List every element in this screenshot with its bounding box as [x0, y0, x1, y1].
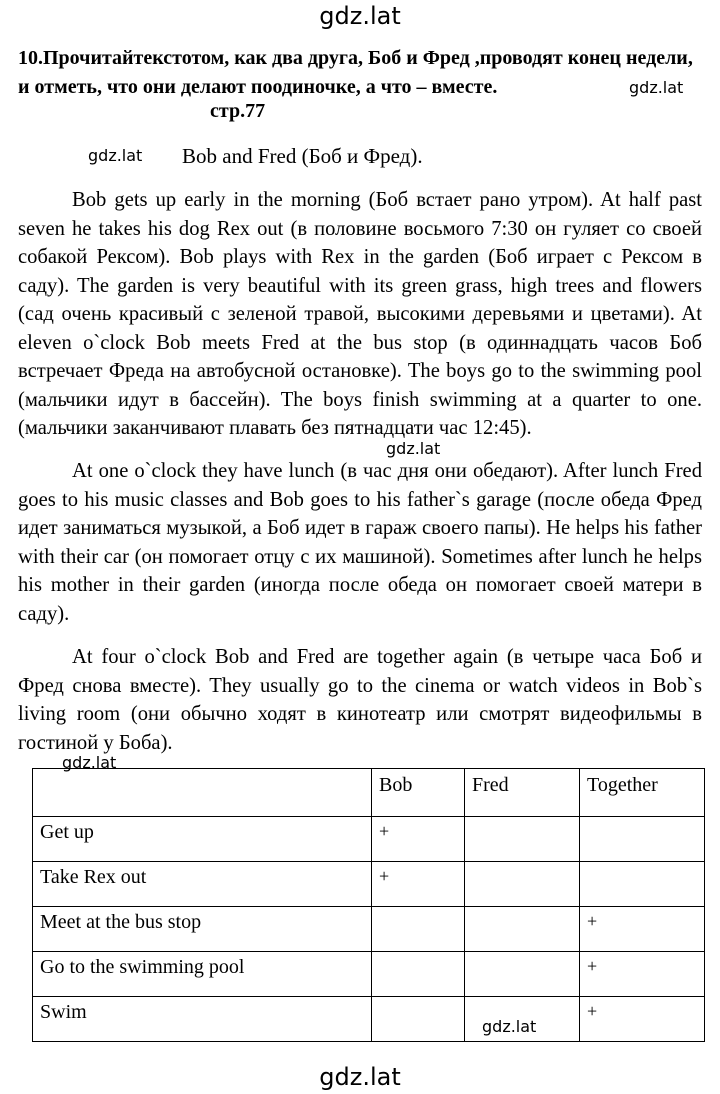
watermark-title: gdz.lat — [88, 146, 143, 165]
table-row — [33, 817, 705, 862]
table-header-cell — [33, 769, 372, 817]
table-cell-bob: + — [372, 862, 465, 907]
table-cell-bob — [372, 907, 465, 952]
table-cell-together: + — [580, 952, 705, 997]
watermark-table: gdz.lat — [62, 753, 117, 772]
table-cell-activity: Swim — [33, 997, 372, 1042]
table-cell-activity: Meet at the bus stop — [33, 907, 372, 952]
table-row — [33, 952, 705, 997]
text-title: Bob and Fred (Боб и Фред). — [182, 144, 423, 168]
table-cell-together: + — [580, 907, 705, 952]
table-header-cell: Bob — [372, 769, 465, 817]
table-cell-fred — [465, 907, 580, 952]
table-header-cell: Fred — [465, 769, 580, 817]
task-instruction: 10.Прочитайтекстотом, как два друга, Боб и Фред ,проводят конец недели, и отметь, что они делают поодиночке, а что – вместе. — [18, 47, 693, 98]
table-header-cell: Together — [580, 769, 705, 817]
table-cell-activity: Get up — [33, 817, 372, 862]
table-cell-activity: Go to the swimming pool — [33, 952, 372, 997]
table-cell-bob — [372, 997, 465, 1042]
table-cell-activity: Take Rex out — [33, 862, 372, 907]
table-cell-fred — [465, 817, 580, 862]
activity-table — [32, 768, 705, 1042]
watermark-mid: gdz.lat — [386, 439, 441, 458]
table-row — [33, 862, 705, 907]
page-reference: стр.77 — [210, 100, 266, 122]
table-cell-together — [580, 862, 705, 907]
watermark-table-bottom: gdz.lat — [482, 1017, 537, 1036]
table-row — [33, 907, 705, 952]
paragraph-1: Bob gets up early in the morning (Боб встает рано утром). At half past seven he takes his dog Rex out (в половине восьмого 7:30 он гуляет со своей собакой Рексом). Bob plays with Rex in the garden (Боб играет с Рексом в саду). The garden is very beautiful with its green grass, high trees and flowers (сад очень красивый с зеленой травой, высокими деревьями и цветами). At eleven o`clock Bob meets Fred at the bus stop (в одиннадцать часов Боб встречает Фреда на автобусной остановке). The boys go to the swimming pool (мальчики идут в бассейн). The boys finish swimming at a quarter to one.(мальчики заканчивают плавать без пятнадцати час 12:45). — [18, 189, 702, 439]
watermark-top: gdz.lat — [319, 2, 401, 30]
table-cell-bob: + — [372, 817, 465, 862]
table-cell-fred — [465, 952, 580, 997]
table-row — [33, 997, 705, 1042]
table-cell-fred — [465, 862, 580, 907]
watermark-bottom: gdz.lat — [319, 1063, 401, 1091]
paragraph-2: At one o`clock they have lunch (в час дня они обедают). After lunch Fred goes to his music classes and Bob goes to his father`s garage (после обеда Фред идет заниматься музыкой, а Боб идет в гараж своего папы). He helps his father with their car (он помогает отцу с их машиной). Sometimes after lunch he helps his mother in their garden (иногда после обеда он помогает своей матери в саду). — [18, 460, 702, 625]
table-header-row — [33, 769, 705, 817]
watermark-task: gdz.lat — [629, 78, 684, 97]
table-cell-together: + — [580, 997, 705, 1042]
table-cell-together — [580, 817, 705, 862]
paragraph-3: At four o`clock Bob and Fred are together again (в четыре часа Боб и Фред снова вместе). They usually go to the cinema or watch videos in Bob`s living room (они обычно ходят в кинотеатр или смотрят видеофильмы в гостиной у Боба). — [18, 646, 702, 754]
table-cell-bob — [372, 952, 465, 997]
